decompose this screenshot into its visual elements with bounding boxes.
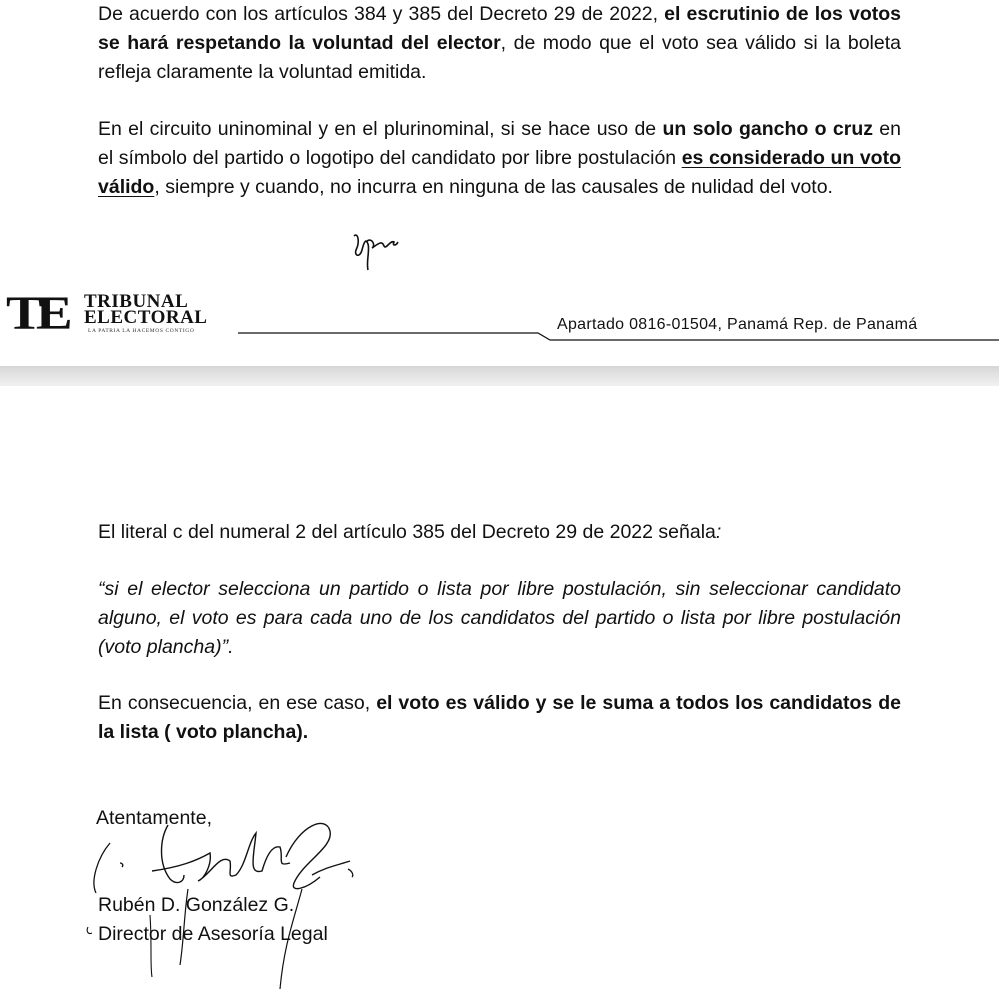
paragraph-bold-text: un solo gancho o cruz [662, 118, 873, 140]
paragraph-conclusion [98, 689, 901, 747]
paragraph-bold-text: el voto es válido y se le suma a todos los candidatos de la lista ( voto plancha). [98, 692, 902, 743]
paragraph-text: En el circuito uninominal y en el plurinominal, si se hace uso de [98, 118, 663, 140]
paragraph-intro [98, 518, 901, 547]
logo-mark: TE [6, 287, 66, 340]
signer-title: Director de Asesoría Legal [98, 923, 328, 945]
footer-address: Apartado 0816-01504, Panamá Rep. de Panamá [557, 316, 918, 333]
paragraph-escrutinio [98, 0, 901, 87]
page-separator [0, 366, 999, 386]
paragraph-text: En consecuencia, en ese caso, [98, 692, 377, 714]
logo-name-line2: ELECTORAL [84, 307, 208, 328]
paragraph-text: El literal c del numeral 2 del artículo 385 del Decreto 29 de 2022 señala [98, 521, 716, 543]
paragraph-bold-underline-text: es considerado un voto válido [98, 147, 902, 198]
logo-name-line1: TRIBUNAL [84, 291, 189, 312]
paragraph-bold-text: el escrutinio de los votos se hará respetando la voluntad del elector [98, 3, 901, 54]
quote-paragraph [98, 575, 901, 662]
paragraph-colon: : [715, 521, 722, 543]
paragraph-text: , de modo que el voto sea válido si la boleta refleja claramente la voluntad emitida. [98, 32, 901, 83]
paragraph-voto-valido [98, 115, 901, 202]
paragraph-text: en el símbolo del partido o logotipo del candidato por libre postulación [98, 118, 901, 169]
quote-text: “si el elector selecciona un partido o lista por libre postulación, sin seleccionar candidato alguno, el voto es para cada uno de los candidatos del partido o lista por libre postulación (voto plancha)”. [98, 578, 901, 658]
signer-name: Rubén D. González G. [98, 894, 295, 916]
paragraph-text: De acuerdo con los artículos 384 y 385 del Decreto 29 de 2022, [98, 3, 665, 25]
logo-motto: LA PATRIA LA HACEMOS CONTIGO [88, 328, 195, 334]
paragraph-text: , siempre y cuando, no incurra en ninguna de las causales de nulidad del voto. [154, 176, 833, 198]
closing-salutation: Atentamente, [96, 807, 212, 829]
handwritten-initials [346, 228, 406, 274]
handwritten-signature [80, 805, 380, 990]
